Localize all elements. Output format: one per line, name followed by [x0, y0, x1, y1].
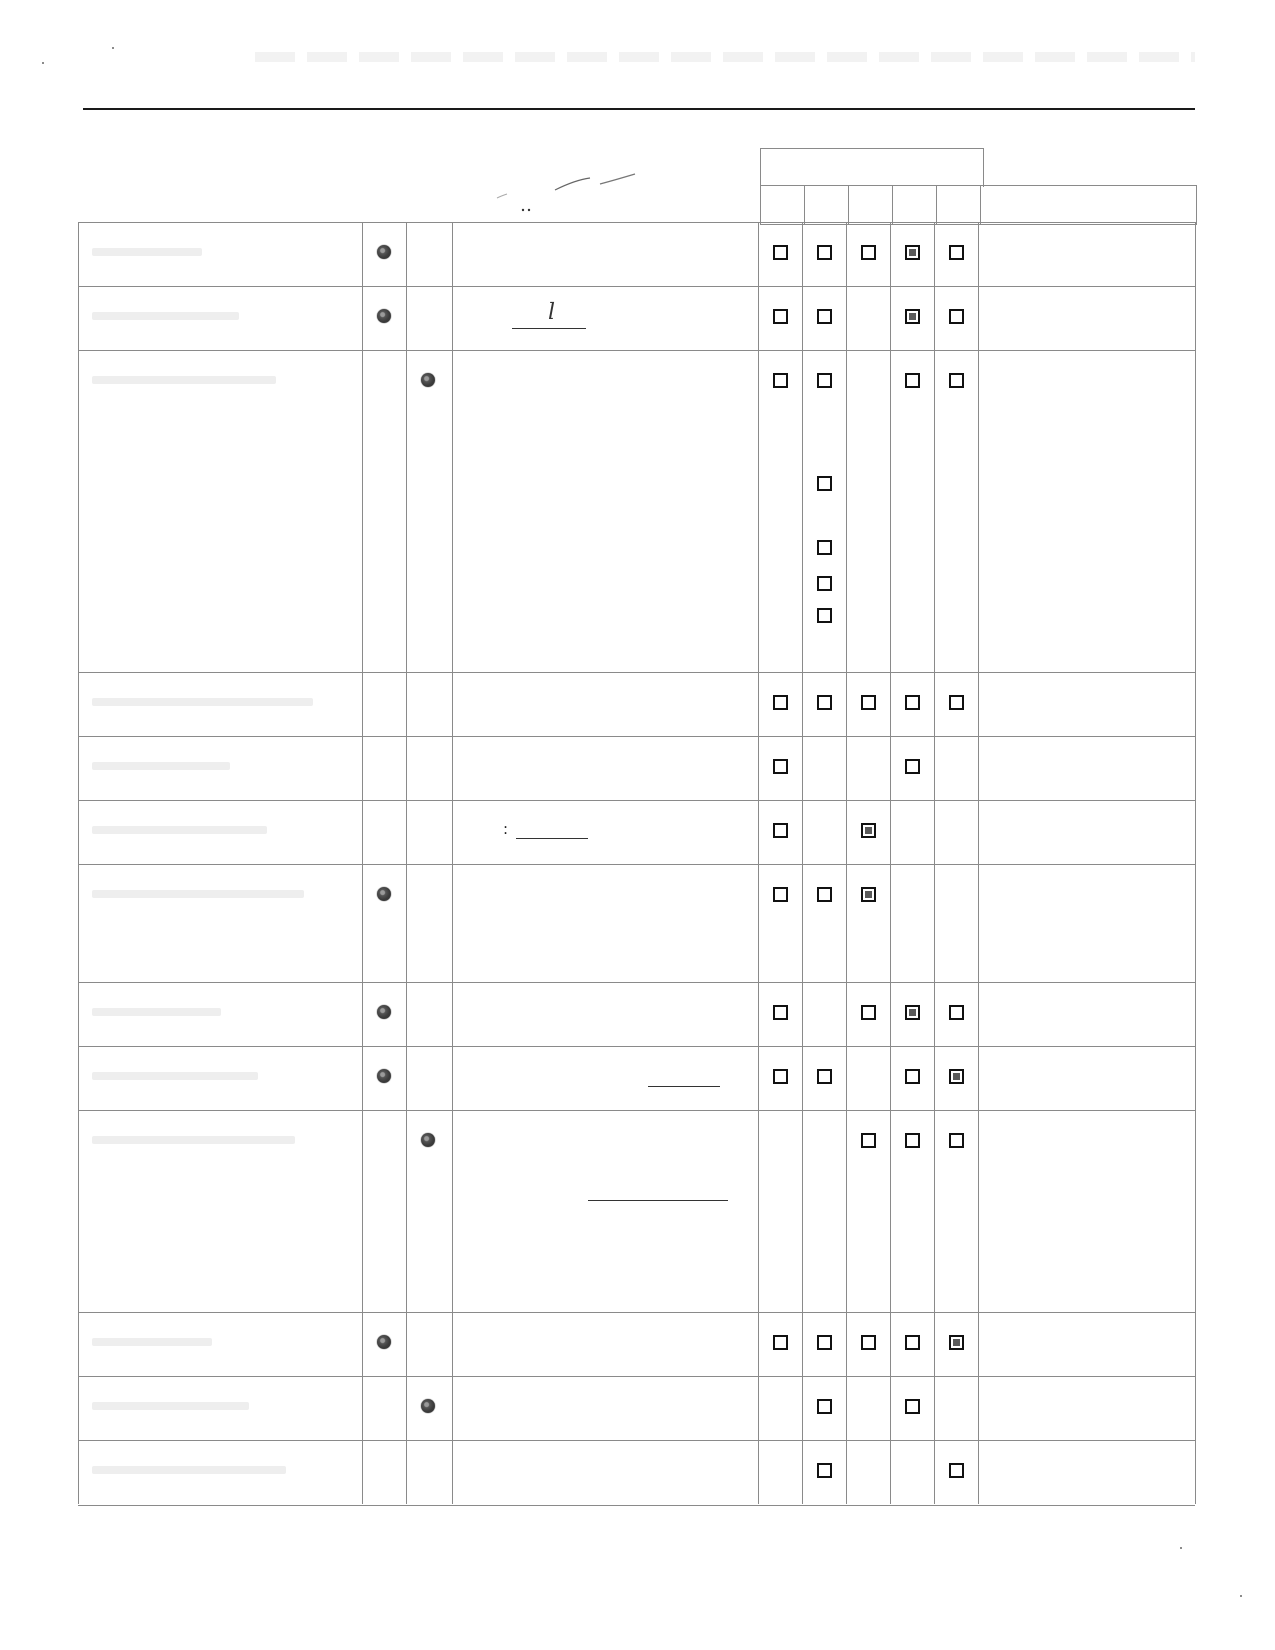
faded-row-label: [92, 248, 202, 256]
filled-bubble[interactable]: [377, 887, 391, 901]
handwritten-letter: l: [548, 300, 556, 325]
filled-bubble[interactable]: [377, 1335, 391, 1349]
fill-in-line[interactable]: [512, 328, 586, 329]
checkbox[interactable]: [773, 759, 788, 774]
header-rule: [83, 108, 1195, 110]
scan-speck: [42, 62, 44, 64]
table-row: [78, 286, 1195, 351]
checkbox[interactable]: [817, 540, 832, 555]
faded-row-label: [92, 698, 313, 706]
table-column-line: [1195, 222, 1196, 1504]
checkbox[interactable]: [773, 1005, 788, 1020]
checkbox[interactable]: [817, 309, 832, 324]
table-column-line: [802, 222, 803, 1504]
faded-row-label: [92, 1072, 258, 1080]
filled-bubble[interactable]: [377, 245, 391, 259]
table-column-line: [846, 222, 847, 1504]
checkbox-checked[interactable]: [905, 309, 920, 324]
checkbox[interactable]: [905, 695, 920, 710]
checkbox[interactable]: [817, 245, 832, 260]
filled-bubble[interactable]: [377, 309, 391, 323]
checkbox[interactable]: [773, 887, 788, 902]
table-column-line: [758, 222, 759, 1504]
checkbox[interactable]: [817, 1335, 832, 1350]
checkbox[interactable]: [949, 695, 964, 710]
table-column-line: [452, 222, 453, 1504]
checkbox[interactable]: [773, 373, 788, 388]
checkbox[interactable]: [817, 608, 832, 623]
faded-row-label: [92, 1466, 286, 1474]
table-row: [78, 982, 1195, 1047]
checkbox[interactable]: [949, 373, 964, 388]
column-group-header: [760, 148, 984, 187]
checkbox[interactable]: [905, 1399, 920, 1414]
table-row: [78, 222, 1195, 287]
checkbox-checked[interactable]: [861, 823, 876, 838]
checkbox[interactable]: [949, 245, 964, 260]
table-row: [78, 736, 1195, 801]
checkbox[interactable]: [817, 373, 832, 388]
filled-bubble[interactable]: [421, 1399, 435, 1413]
checkbox[interactable]: [817, 887, 832, 902]
checkbox[interactable]: [773, 245, 788, 260]
table-row: [78, 1312, 1195, 1377]
checkbox[interactable]: [773, 823, 788, 838]
faded-row-label: [92, 376, 276, 384]
fill-in-line[interactable]: [516, 838, 588, 839]
checkbox[interactable]: [861, 695, 876, 710]
checkbox[interactable]: [905, 759, 920, 774]
checkbox[interactable]: [905, 1133, 920, 1148]
checkbox[interactable]: [773, 1335, 788, 1350]
checkbox-checked[interactable]: [905, 1005, 920, 1020]
checkbox-checked[interactable]: [861, 887, 876, 902]
checkbox[interactable]: [905, 1069, 920, 1084]
checkbox[interactable]: [817, 576, 832, 591]
checkbox[interactable]: [905, 373, 920, 388]
checkbox[interactable]: [861, 1005, 876, 1020]
table-column-line: [978, 222, 979, 1504]
checkbox[interactable]: [817, 1399, 832, 1414]
faded-row-label: [92, 890, 304, 898]
checkbox[interactable]: [949, 1005, 964, 1020]
checkbox[interactable]: [817, 1069, 832, 1084]
filled-bubble[interactable]: [377, 1069, 391, 1083]
faded-row-label: [92, 1338, 212, 1346]
checkbox[interactable]: [949, 1133, 964, 1148]
checkbox[interactable]: [861, 1335, 876, 1350]
checkbox-checked[interactable]: [949, 1335, 964, 1350]
checkbox[interactable]: [817, 695, 832, 710]
handwritten-scribble: [495, 168, 645, 218]
table-column-line: [934, 222, 935, 1504]
checkbox[interactable]: [817, 1463, 832, 1478]
checkbox[interactable]: [861, 1133, 876, 1148]
checkbox[interactable]: [949, 309, 964, 324]
checkbox[interactable]: [773, 695, 788, 710]
table-column-line: [890, 222, 891, 1504]
faded-row-label: [92, 826, 267, 834]
checkbox[interactable]: [949, 1463, 964, 1478]
faded-row-label: [92, 312, 239, 320]
filled-bubble[interactable]: [421, 1133, 435, 1147]
checkbox[interactable]: [861, 245, 876, 260]
table-column-line: [78, 222, 79, 1504]
checkbox[interactable]: [773, 309, 788, 324]
scan-speck: [1180, 1547, 1182, 1549]
checkbox-checked[interactable]: [949, 1069, 964, 1084]
colon-mark: :: [503, 820, 509, 838]
faded-row-label: [92, 1136, 295, 1144]
table-column-line: [406, 222, 407, 1504]
fill-in-line[interactable]: [588, 1200, 728, 1201]
faded-row-label: [92, 1402, 249, 1410]
scan-speck: [112, 47, 114, 49]
filled-bubble[interactable]: [377, 1005, 391, 1019]
fill-in-line[interactable]: [648, 1086, 720, 1087]
checkbox[interactable]: [905, 1335, 920, 1350]
faded-row-label: [92, 1008, 221, 1016]
table-row: [78, 350, 1195, 673]
checkbox[interactable]: [773, 1069, 788, 1084]
scan-speck: [1240, 1595, 1242, 1597]
checkbox[interactable]: [817, 476, 832, 491]
faded-row-label: [92, 762, 230, 770]
table-column-line: [362, 222, 363, 1504]
table-row: [78, 864, 1195, 983]
faded-header-text: [255, 52, 1195, 62]
checkbox-checked[interactable]: [905, 245, 920, 260]
filled-bubble[interactable]: [421, 373, 435, 387]
column-header-row: [760, 185, 1197, 225]
